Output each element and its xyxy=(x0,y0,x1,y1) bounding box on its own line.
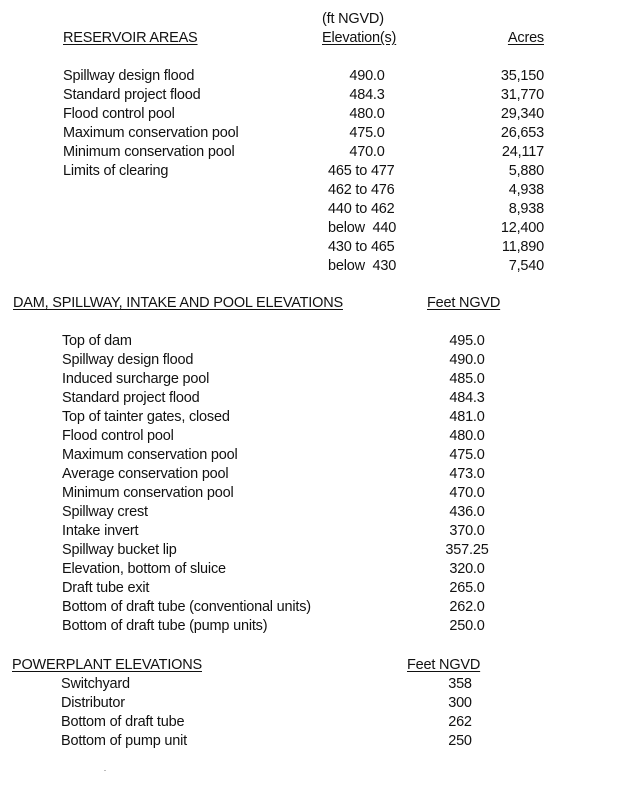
table-row xyxy=(0,162,619,181)
scan-speck xyxy=(104,770,106,771)
row-acres: 12,400 xyxy=(500,220,544,236)
table-row xyxy=(0,67,619,86)
row-label: Flood control pool xyxy=(62,428,174,444)
row-value: 490.0 xyxy=(449,352,485,368)
row-label: Bottom of draft tube (pump units) xyxy=(62,618,268,634)
row-label: Intake invert xyxy=(62,523,139,539)
table-row xyxy=(0,560,619,579)
row-label: Induced surcharge pool xyxy=(62,371,210,387)
row-label: Draft tube exit xyxy=(62,580,150,596)
table-row xyxy=(0,694,619,713)
table-row xyxy=(0,675,619,694)
table-row xyxy=(0,541,619,560)
table-row xyxy=(0,389,619,408)
row-label: Spillway design flood xyxy=(62,352,194,368)
row-acres: 31,770 xyxy=(500,87,544,103)
table-row xyxy=(0,200,619,219)
elevation-unit-header: (ft NGVD) xyxy=(322,11,384,27)
table-row xyxy=(0,732,619,751)
elevation-column-header: Elevation(s) xyxy=(322,30,397,46)
row-elevation: 462 to 476 xyxy=(328,182,395,198)
row-value: 480.0 xyxy=(449,428,485,444)
reservoir-areas-table xyxy=(0,67,619,276)
row-label: Bottom of pump unit xyxy=(61,733,187,749)
row-label: Maximum conservation pool xyxy=(63,125,239,141)
acres-column-header: Acres xyxy=(507,30,544,46)
table-row xyxy=(0,579,619,598)
row-label: Average conservation pool xyxy=(62,466,229,482)
row-value: 436.0 xyxy=(449,504,485,520)
table-row xyxy=(0,351,619,370)
row-value: 481.0 xyxy=(449,409,485,425)
row-value: 357.25 xyxy=(445,542,489,558)
table-row xyxy=(0,143,619,162)
row-label: Maximum conservation pool xyxy=(62,447,238,463)
row-acres: 5,880 xyxy=(508,163,544,179)
row-label: Limits of clearing xyxy=(63,163,169,179)
dam-spillway-title: DAM, SPILLWAY, INTAKE AND POOL ELEVATIONS xyxy=(13,295,343,311)
table-row xyxy=(0,408,619,427)
row-label: Spillway design flood xyxy=(63,68,195,84)
table-row xyxy=(0,617,619,636)
table-row xyxy=(0,713,619,732)
row-label: Distributor xyxy=(61,695,125,711)
row-elevation: 465 to 477 xyxy=(328,163,395,179)
powerplant-feet-ngvd-header: Feet NGVD xyxy=(407,657,481,673)
row-acres: 7,540 xyxy=(508,258,544,274)
row-elevation: 440 to 462 xyxy=(328,201,395,217)
row-label: Spillway crest xyxy=(62,504,148,520)
row-acres: 8,938 xyxy=(508,201,544,217)
row-label: Top of dam xyxy=(62,333,132,349)
row-elevation: below 440 xyxy=(328,220,397,236)
table-row xyxy=(0,219,619,238)
row-label: Bottom of draft tube xyxy=(61,714,185,730)
row-label: Standard project flood xyxy=(62,390,200,406)
row-value: 262 xyxy=(448,714,472,730)
row-value: 320.0 xyxy=(449,561,485,577)
row-label: Bottom of draft tube (conventional units) xyxy=(62,599,311,615)
row-value: 250 xyxy=(448,733,472,749)
row-value: 485.0 xyxy=(449,371,485,387)
row-label: Elevation, bottom of sluice xyxy=(62,561,226,577)
row-label: Minimum conservation pool xyxy=(62,485,234,501)
table-row xyxy=(0,465,619,484)
table-row xyxy=(0,503,619,522)
table-row xyxy=(0,484,619,503)
table-row xyxy=(0,522,619,541)
table-row xyxy=(0,257,619,276)
row-elevation: 430 to 465 xyxy=(328,239,395,255)
row-value: 265.0 xyxy=(449,580,485,596)
row-value: 473.0 xyxy=(449,466,485,482)
table-row xyxy=(0,370,619,389)
row-elevation: below 430 xyxy=(328,258,397,274)
table-row xyxy=(0,332,619,351)
row-label: Standard project flood xyxy=(63,87,201,103)
row-acres: 29,340 xyxy=(500,106,544,122)
table-row xyxy=(0,124,619,143)
dam-spillway-table xyxy=(0,332,619,636)
table-row xyxy=(0,446,619,465)
table-row xyxy=(0,598,619,617)
row-label: Minimum conservation pool xyxy=(63,144,235,160)
row-label: Flood control pool xyxy=(63,106,175,122)
row-value: 470.0 xyxy=(449,485,485,501)
powerplant-title: POWERPLANT ELEVATIONS xyxy=(12,657,202,673)
row-acres: 26,653 xyxy=(500,125,544,141)
row-value: 484.3 xyxy=(449,390,485,406)
row-label: Top of tainter gates, closed xyxy=(62,409,230,425)
row-label: Switchyard xyxy=(61,676,130,692)
row-acres: 11,890 xyxy=(501,239,544,255)
row-acres: 4,938 xyxy=(508,182,544,198)
row-value: 495.0 xyxy=(449,333,485,349)
table-row xyxy=(0,86,619,105)
row-value: 358 xyxy=(448,676,472,692)
row-acres: 35,150 xyxy=(500,68,544,84)
table-row xyxy=(0,427,619,446)
row-value: 250.0 xyxy=(449,618,485,634)
row-elevation: 484.3 xyxy=(349,87,385,103)
row-value: 262.0 xyxy=(449,599,485,615)
dam-feet-ngvd-header: Feet NGVD xyxy=(427,295,501,311)
row-elevation: 475.0 xyxy=(349,125,385,141)
row-acres: 24,117 xyxy=(501,144,544,160)
table-row xyxy=(0,105,619,124)
row-elevation: 470.0 xyxy=(349,144,385,160)
row-elevation: 480.0 xyxy=(349,106,385,122)
table-row xyxy=(0,181,619,200)
row-value: 475.0 xyxy=(449,447,485,463)
row-value: 370.0 xyxy=(449,523,485,539)
row-value: 300 xyxy=(448,695,472,711)
row-elevation: 490.0 xyxy=(349,68,385,84)
powerplant-table xyxy=(0,675,619,751)
table-row xyxy=(0,238,619,257)
row-label: Spillway bucket lip xyxy=(62,542,177,558)
reservoir-areas-title: RESERVOIR AREAS xyxy=(63,30,198,46)
